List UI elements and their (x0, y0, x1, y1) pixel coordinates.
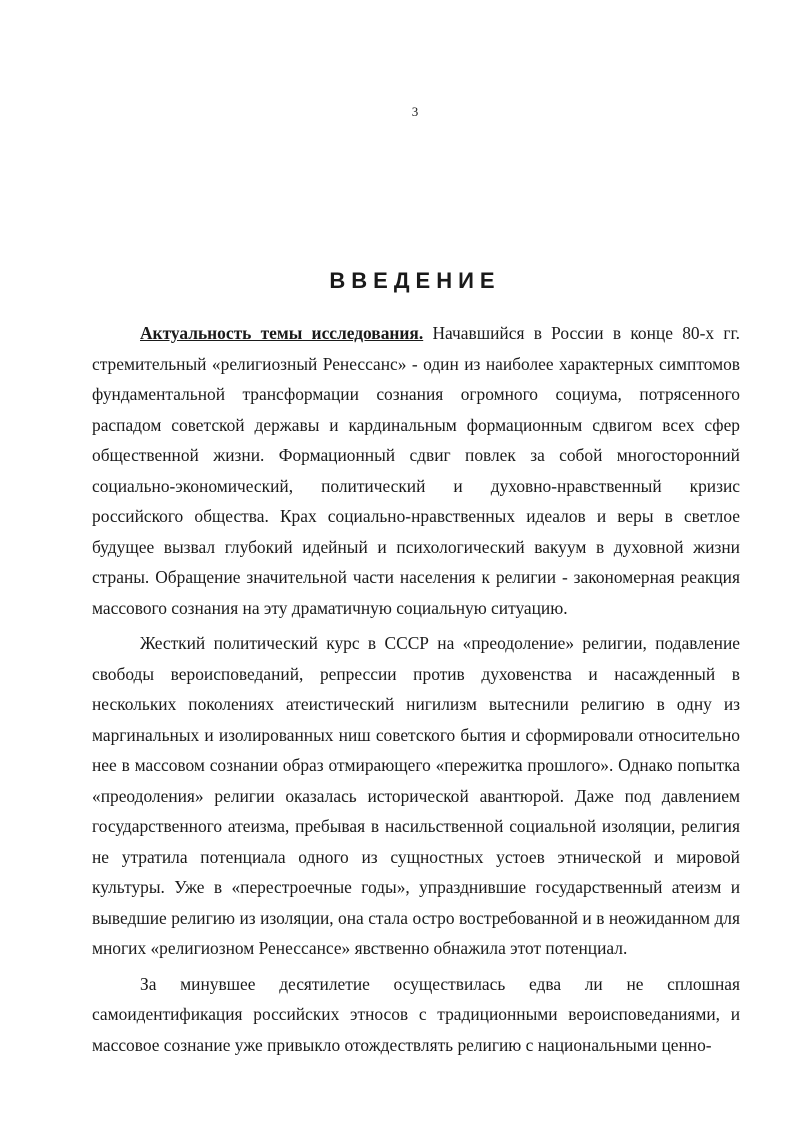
body-text (92, 318, 740, 1065)
paragraph-1 (92, 318, 740, 623)
paragraph-lead-title: Актуальность темы исследования. (140, 323, 424, 343)
paragraph-3: За минувшее десятилетие осуществилась едва ли не сплошная самоидентификация российских этносов с традиционными вероисповеданиями, и массовое сознание уже привыкло отождествлять религию с национальными ценно- (92, 973, 740, 1055)
section-heading: ВВЕДЕНИЕ (329, 268, 501, 293)
page-number: 3 (411, 104, 419, 119)
paragraph-2: Жесткий политический курс в СССР на «преодоление» религии, подавление свободы вероисповеданий, репрессии против духовенства и насажденный в нескольких поколениях атеистический нигилизм вытеснили религию в одну из маргинальных и изолированных ниш советского бытия и сформировали относительно нее в массовом сознании образ отмирающего «пережитка прошлого». Однако попытка «преодоления» религии оказалась исторической авантюрой. Даже под давлением государственного атеизма, пребывая в насильственной социальной изоляции, религия не утратила потенциала одного из сущностных устоев этнической и мировой культуры. Уже в «перестроечные годы», упразднившие государственный атеизм и выведшие религию из изоляции, она стала остро востребованной и в неожиданном для многих «религиозном Ренессансе» явственно обнажила этот потенциал. (92, 633, 740, 958)
paragraph-1-text: Начавшийся в России в конце 80-х гг. стремительный «религиозный Ренессанс» - один из наиболее характерных симптомов фундаментальной трансформации сознания огромного социума, потрясенного распадом советской державы и кардинальным формационным сдвигом всех сфер общественной жизни. Формационный сдвиг повлек за собой многосторонний социально-экономический, политический и духовно-нравственный кризис российского общества. Крах социально-нравственных идеалов и веры в светлое будущее вызвал глубокий идейный и психологический вакуум в духовной жизни страны. Обращение значительной части населения к религии - закономерная реакция массового сознания на эту драматичную социальную ситуацию. (92, 323, 740, 618)
